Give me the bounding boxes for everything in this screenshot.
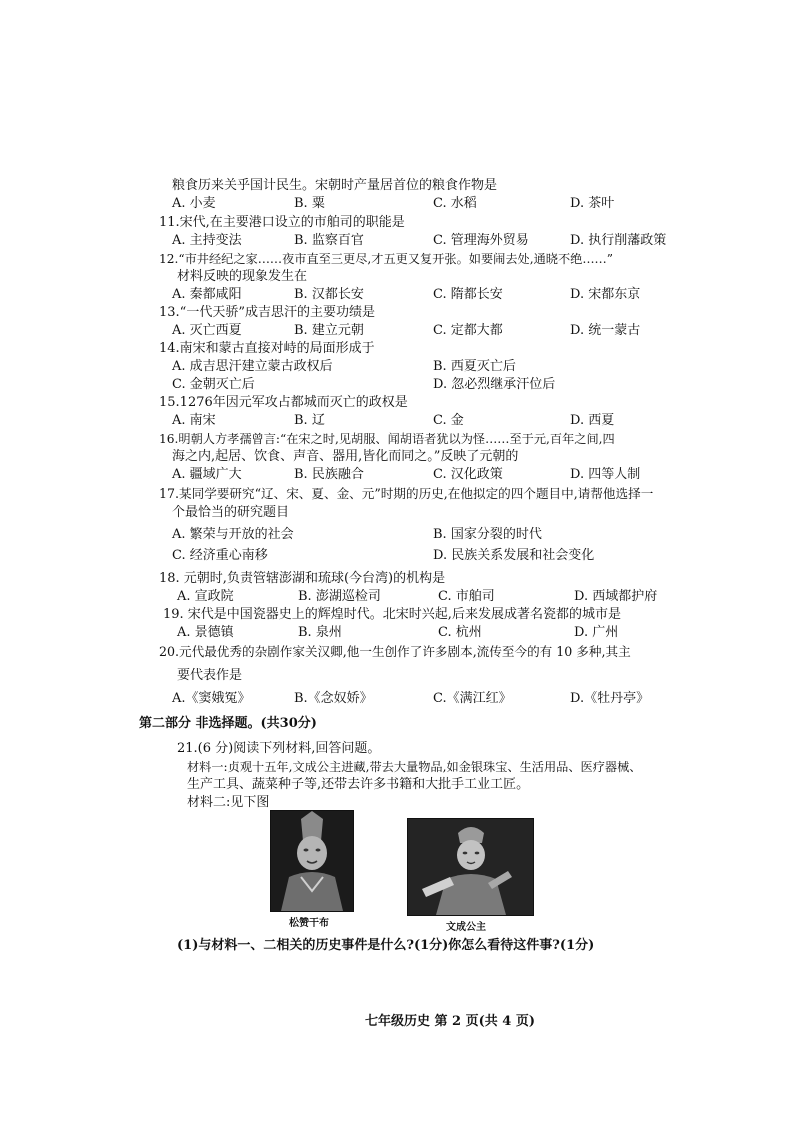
q15-option-b: B. 辽: [294, 413, 325, 428]
q14-stem: 14.南宋和蒙古直接对峙的局面形成于: [159, 341, 375, 356]
q11-option-d: D. 执行削藩政策: [570, 233, 667, 248]
q19-option-b: B. 泉州: [298, 625, 342, 640]
caption-songtsen-gampo: 松赞干布: [289, 918, 329, 929]
q14-option-b: B. 西夏灭亡后: [433, 359, 516, 374]
q15-stem: 15.1276年因元军攻占都城而灭亡的政权是: [159, 395, 408, 410]
q13-stem: 13.“一代天骄”成吉思汗的主要功绩是: [159, 305, 375, 320]
part2-heading: 第二部分 非选择题。(共30分): [139, 716, 317, 731]
q10-option-a: A. 小麦: [172, 196, 216, 211]
q12-option-a: A. 秦都咸阳: [172, 287, 242, 302]
q18-option-c: C. 市舶司: [438, 589, 495, 604]
q18-option-b: B. 澎湖巡检司: [298, 589, 381, 604]
q20-stem-line2: 要代表作是: [177, 668, 243, 683]
q14-option-c: C. 金朝灭亡后: [172, 377, 255, 392]
q16-stem-line1: 16.明朝人方孝孺曾言:“在宋之时,见胡服、闻胡语者犹以为怪……至于元,百年之间,四: [159, 432, 615, 446]
q10-stem: 粮食历来关乎国计民生。宋朝时产量居首位的粮食作物是: [172, 178, 498, 193]
q20-option-c: C.《满江红》: [433, 691, 512, 706]
q19-option-d: D. 广州: [574, 625, 619, 640]
q17-option-d: D. 民族关系发展和社会变化: [433, 548, 595, 563]
q13-option-d: D. 统一蒙古: [570, 323, 641, 338]
q16-stem-line2: 海之内,起居、饮食、声音、器用,皆化而同之。”反映了元朝的: [172, 449, 519, 464]
q16-option-a: A. 疆域广大: [172, 467, 242, 482]
q12-stem-line2: 材料反映的现象发生在: [177, 269, 308, 284]
q11-option-a: A. 主持变法: [172, 233, 242, 248]
q18-option-a: A. 宣政院: [177, 589, 234, 604]
q12-option-d: D. 宋都东京: [570, 287, 641, 302]
q13-option-a: A. 灭亡西夏: [172, 323, 242, 338]
q20-option-a: A.《窦娥冤》: [172, 691, 251, 706]
q13-option-b: B. 建立元朝: [294, 323, 364, 338]
q11-stem: 11.宋代,在主要港口设立的市舶司的职能是: [159, 215, 405, 230]
q21-material2: 材料二:见下图: [187, 795, 270, 810]
songtsen-gampo-photo: [270, 810, 354, 912]
q20-option-d: D.《牡丹亭》: [570, 691, 650, 706]
q14-option-d: D. 忽必烈继承汗位后: [433, 377, 556, 392]
q10-option-b: B. 粟: [294, 196, 325, 211]
q16-option-c: C. 汉化政策: [433, 467, 503, 482]
q15-option-d: D. 西夏: [570, 413, 615, 428]
q13-option-c: C. 定都大都: [433, 323, 503, 338]
q12-option-b: B. 汉都长安: [294, 287, 364, 302]
q18-option-d: D. 西域都护府: [574, 589, 658, 604]
q10-option-c: C. 水稻: [433, 196, 477, 211]
q21-sub-question-1: (1)与材料一、二相关的历史事件是什么?(1分)你怎么看待这件事?(1分): [177, 938, 595, 953]
q17-option-c: C. 经济重心南移: [172, 548, 268, 563]
q15-option-c: C. 金: [433, 413, 464, 428]
q19-option-a: A. 景德镇: [177, 625, 234, 640]
q17-option-a: A. 繁荣与开放的社会: [172, 527, 294, 542]
q12-stem-line1: 12.“市井经纪之家……夜市直至三更尽,才五更又复开张。如要闹去处,通晓不绝……”: [159, 252, 613, 266]
q19-stem: 19. 宋代是中国瓷器史上的辉煌时代。北宋时兴起,后来发展成著名瓷都的城市是: [163, 607, 621, 622]
q18-stem: 18. 元朝时,负责管辖澎湖和琉球(今台湾)的机构是: [159, 571, 446, 586]
princess-wencheng-photo: [407, 818, 534, 916]
q15-option-a: A. 南宋: [172, 413, 216, 428]
q16-option-d: D. 四等人制: [570, 467, 641, 482]
q17-stem-line2: 个最恰当的研究题目: [172, 505, 290, 520]
q12-option-c: C. 隋都长安: [433, 287, 503, 302]
q20-stem-line1: 20.元代最优秀的杂剧作家关汉卿,他一生创作了许多剧本,流传至今的有 10 多种,其主: [159, 644, 631, 659]
q21-material1-line2: 生产工具、蔬菜种子等,还带去许多书籍和大批手工业工匠。: [187, 777, 530, 792]
q17-option-b: B. 国家分裂的时代: [433, 527, 542, 542]
q11-option-b: B. 监察百官: [294, 233, 364, 248]
q20-option-b: B.《念奴娇》: [294, 691, 373, 706]
q19-option-c: C. 杭州: [438, 625, 482, 640]
q11-option-c: C. 管理海外贸易: [433, 233, 529, 248]
q17-stem-line1: 17.某同学要研究“辽、宋、夏、金、元”时期的历史,在他拟定的四个题目中,请帮他选择一: [159, 486, 654, 501]
caption-princess-wencheng: 文成公主: [446, 922, 486, 933]
q21-stem: 21.(6 分)阅读下列材料,回答问题。: [177, 741, 381, 756]
q10-option-d: D. 茶叶: [570, 196, 615, 211]
q16-option-b: B. 民族融合: [294, 467, 364, 482]
q21-material1-line1: 材料一:贞观十五年,文成公主进藏,带去大量物品,如金银珠宝、生活用品、医疗器械、: [187, 760, 642, 774]
page-footer: 七年级历史 第 2 页(共 4 页): [365, 1014, 536, 1029]
q14-option-a: A. 成吉思汗建立蒙古政权后: [172, 359, 333, 374]
